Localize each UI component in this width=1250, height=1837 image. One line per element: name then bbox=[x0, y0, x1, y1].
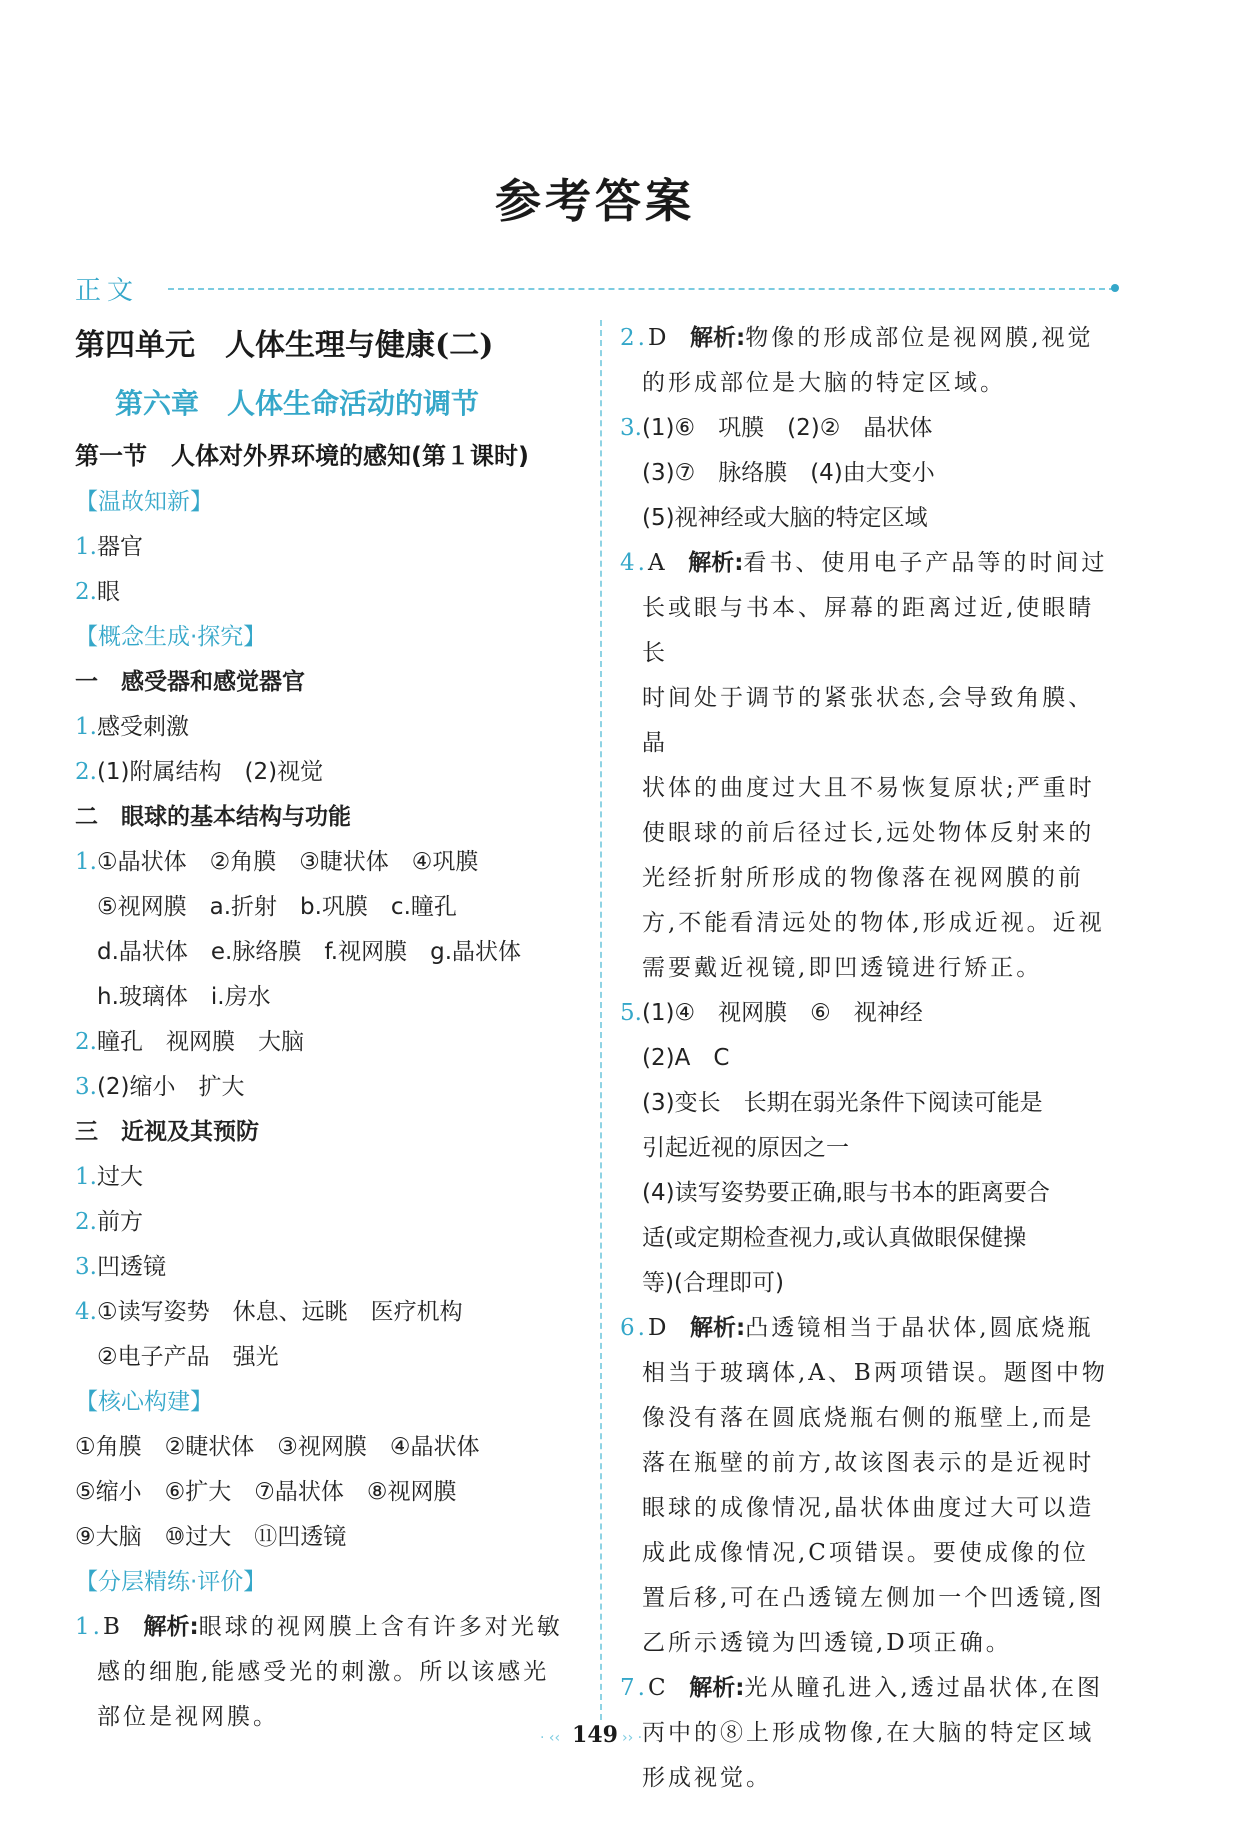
part-heading: 一 感受器和感觉器官 bbox=[75, 669, 305, 695]
answer-line: 1.器官 bbox=[75, 534, 143, 560]
page-number: 149 bbox=[572, 1722, 618, 1748]
answer-line: d.晶状体 e.脉络膜 f.视网膜 g.晶状体 bbox=[97, 939, 522, 965]
answer-line: ②电子产品 强光 bbox=[97, 1344, 279, 1370]
part-heading: 二 眼球的基本结构与功能 bbox=[75, 804, 351, 830]
answer-line: 2.瞳孔 视网膜 大脑 bbox=[75, 1029, 304, 1055]
unit-heading: 第四单元 人体生理与健康(二) bbox=[75, 328, 494, 363]
section-divider bbox=[168, 288, 1115, 290]
lesson-heading: 第一节 人体对外界环境的感知(第１课时) bbox=[75, 442, 529, 470]
answer-line: ⑤视网膜 a.折射 b.巩膜 c.瞳孔 bbox=[97, 894, 457, 920]
review-heading: 【温故知新】 bbox=[75, 489, 213, 515]
chapter-heading: 第六章 人体生命活动的调节 bbox=[115, 387, 480, 420]
section-tag: 正文 bbox=[75, 276, 140, 306]
answer-line: (5)视神经或大脑的特定区域 bbox=[642, 505, 928, 531]
answer-line: 3.凹透镜 bbox=[75, 1254, 166, 1280]
answer-line: 适(或定期检查视力,或认真做眼保健操 bbox=[642, 1225, 1027, 1251]
page-number-right-ornament: ›› · bbox=[622, 1730, 643, 1746]
left-column bbox=[75, 316, 595, 1746]
answer-line: 2.(1)附属结构 (2)视觉 bbox=[75, 759, 324, 785]
answer-line: 1.①晶状体 ②角膜 ③睫状体 ④巩膜 bbox=[75, 849, 479, 875]
answer-line: h.玻璃体 i.房水 bbox=[97, 984, 271, 1010]
answer-line: (3)变长 长期在弱光条件下阅读可能是 bbox=[642, 1090, 1043, 1116]
answer-line: 引起近视的原因之一 bbox=[642, 1135, 849, 1161]
page-number-left-ornament: · ‹‹ bbox=[540, 1730, 561, 1746]
explanation-block: 7.C 解析:光从瞳孔进入,透过晶状体,在图 丙中的⑧上形成物像,在大脑的特定区域 形成视觉。 bbox=[620, 1675, 1104, 1791]
explanation-block: 6.D 解析:凸透镜相当于晶状体,圆底烧瓶 相当于玻璃体,A、B两项错误。题图中物 像没有落在圆底烧瓶右侧的瓶壁上,而是 落在瓶壁的前方,故该图表示的是近视时 眼球的成像情况,晶状体曲度过大可以造 成此成像情况,C项错误。要使成像的位 置后移,可在凸透镜左侧加一个凹透镜,图 乙所示透镜为凹透镜,D项正确。 bbox=[620, 1315, 1108, 1656]
section-divider-dot bbox=[1111, 284, 1119, 292]
answer-line: 3.(1)⑥ 巩膜 (2)② 晶状体 bbox=[620, 415, 933, 441]
explanation-block: 1.B 解析:眼球的视网膜上含有许多对光敏 感的细胞,能感受光的刺激。所以该感光 部位是视网膜。 bbox=[75, 1614, 563, 1730]
answer-line: 1.过大 bbox=[75, 1164, 143, 1190]
answer-line: (3)⑦ 脉络膜 (4)由大变小 bbox=[642, 460, 935, 486]
answer-line: ①角膜 ②睫状体 ③视网膜 ④晶状体 bbox=[75, 1434, 480, 1460]
answer-line: 2.前方 bbox=[75, 1209, 143, 1235]
part-heading: 三 近视及其预防 bbox=[75, 1119, 259, 1145]
core-heading: 【核心构建】 bbox=[75, 1389, 213, 1415]
answer-line: (2)A C bbox=[642, 1045, 730, 1071]
answer-line: ⑨大脑 ⑩过大 ⑪凹透镜 bbox=[75, 1524, 347, 1550]
answer-line: 3.(2)缩小 扩大 bbox=[75, 1074, 245, 1100]
answer-line: 1.感受刺激 bbox=[75, 714, 189, 740]
answer-line: 2.眼 bbox=[75, 579, 120, 605]
column-divider bbox=[600, 320, 602, 1720]
answer-line: 4.①读写姿势 休息、远眺 医疗机构 bbox=[75, 1299, 463, 1325]
page-title: 参考答案 bbox=[495, 174, 695, 228]
practice-heading: 【分层精练·评价】 bbox=[75, 1569, 267, 1595]
answer-line: 5.(1)④ 视网膜 ⑥ 视神经 bbox=[620, 1000, 923, 1026]
answer-line: 等)(合理即可) bbox=[642, 1270, 784, 1296]
right-column bbox=[620, 316, 1120, 1801]
answer-line: ⑤缩小 ⑥扩大 ⑦晶状体 ⑧视网膜 bbox=[75, 1479, 457, 1505]
answer-line: (4)读写姿势要正确,眼与书本的距离要合 bbox=[642, 1180, 1050, 1206]
concept-heading: 【概念生成·探究】 bbox=[75, 624, 267, 650]
explanation-block: 4.A 解析:看书、使用电子产品等的时间过 长或眼与书本、屏幕的距离过近,使眼睛长 时间处于调节的紧张状态,会导致角膜、晶 状体的曲度过大且不易恢复原状;严重时 使眼球的前后径过长,远处物体反射来的 光经折射所形成的物像落在视网膜的前 方,不能看清远处的物体,形成近视。近视 需要戴近视镜,即凹透镜进行矫正。 bbox=[620, 550, 1108, 981]
explanation-block: 2.D 解析:物像的形成部位是视网膜,视觉 的形成部位是大脑的特定区域。 bbox=[620, 325, 1094, 396]
